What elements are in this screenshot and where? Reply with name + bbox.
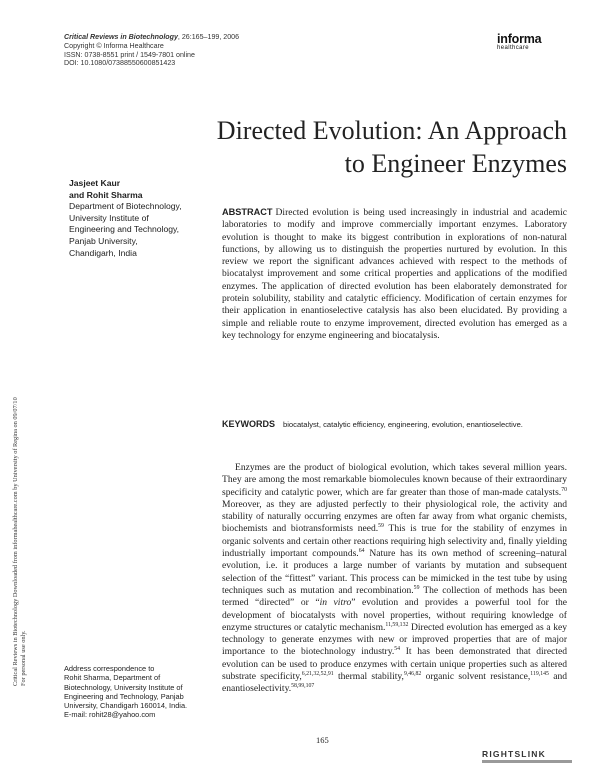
affiliation-line: Chandigarh, India xyxy=(69,247,137,258)
body-text-run: ” evolution and provides a powerful tool for the development of biocatalysts with novel properties, without requiring knowledge of enzyme structures or catalytic mechanism. xyxy=(222,597,567,633)
body-text-run: and enantioselectivity. xyxy=(222,671,567,695)
body-text-run: Moreover, as they are adjusted perfectly to their physiological role, the activity and stability of naturally occurring enzymes are often far away from what organic chemists, biochemists and biotransformists need. xyxy=(222,498,567,535)
title-line-2: to Engineer Enzymes xyxy=(344,149,567,178)
title-line-1: Directed Evolution: An Approach xyxy=(216,116,567,145)
journal-volume: , 26:165–199, 2006 xyxy=(177,33,240,41)
body-text-run: This is true for the stability of enzymes in organic solvents and certain other reactions requiring high selectivity and, finally yielding industrially important compounds. xyxy=(222,523,568,560)
citation-ref: 59 xyxy=(413,584,420,591)
correspondence-line: Rohit Sharma, Department of xyxy=(64,673,161,683)
affiliation-line: Panjab University, xyxy=(69,235,138,246)
body-text-run: It has been demonstrated that directed evolution can be used to produce enzymes with certain unique properties such as altered substrate specificity, xyxy=(222,646,567,683)
abstract-text: Directed evolution is being used increasingly in industrial and academic laboratories to modify and improve commercially important enzymes. Laboratory evolution is thought to make its biggest contribution in explorations of non-natural functions, by allowing us to distinguish the properties nurtured by evolution. In this review we report the significant advances achieved with respect to the methods of biocatalyst improvement and some critical properties and applications of the modified enzymes. The application of directed evolution has been elaborately demonstrated for protein solubility, stability and catalytic efficiency. Modification of certain enzymes for their application in enantioselective catalysis has also been elucidated. By providing a simple and reliable route to enzyme improvement, directed evolution has emerged as a key technology for enzyme engineering and biocatalysis. xyxy=(222,207,567,341)
citation-ref: 59 xyxy=(378,523,384,530)
citation-ref: 70 xyxy=(561,486,567,493)
body-text-run: Directed evolution has emerged as a key technology to generate enzymes with new or improved properties that are of major importance to the biotechnology industry. xyxy=(222,621,567,658)
side-note-line: For personal use only. xyxy=(20,630,28,686)
side-note-line: Critical Reviews in Biotechnology Downloaded from informahealthcare.com by University of Regina on 09/07/10 xyxy=(12,397,19,686)
correspondence-address xyxy=(64,664,219,720)
citation-ref: 119,145 xyxy=(530,670,549,677)
citation-ref: 9,46,82 xyxy=(403,670,422,677)
keywords-text: biocatalyst, catalytic efficiency, engineering, evolution, enantioselective. xyxy=(283,420,523,429)
body-text-run: The collection of methods has been termed “directed” or “ xyxy=(222,584,567,609)
affiliation-line: University Institute of xyxy=(69,212,149,223)
citation-ref: 58,99,107 xyxy=(291,683,315,690)
journal-citation xyxy=(64,33,239,42)
correspondence-line: Biotechnology, University Institute of xyxy=(64,682,183,692)
body-text-run: thermal stability, xyxy=(333,671,404,683)
page-number: 165 xyxy=(316,735,329,745)
copyright-line: Copyright © Informa Healthcare xyxy=(64,41,164,50)
affiliation-line: Engineering and Technology, xyxy=(69,224,180,235)
journal-name: Critical Reviews in Biotechnology xyxy=(64,33,178,41)
keywords-label: KEYWORDS xyxy=(222,419,276,429)
affiliation-line: Department of Biotechnology, xyxy=(69,201,182,212)
abstract xyxy=(222,206,567,342)
correspondence-line: Address correspondence to xyxy=(64,664,155,673)
rightslink-logo[interactable]: RIGHTSLINK xyxy=(482,749,546,759)
publisher-logo: informa xyxy=(497,32,542,46)
citation-ref: 11,59,132 xyxy=(385,621,409,628)
issn-line: ISSN: 0738-8551 print / 1549-7801 online xyxy=(64,50,195,59)
publisher-logo-sub: healthcare xyxy=(497,45,530,51)
body-text-run: Nature has its own method of screening–natural evolution, i.e. it produces a large number of variants by mutation and subsequent selection of the “fittest” variant. This process can be mimicked in the test tube by using techniques such as mutation and recombination. xyxy=(222,548,567,596)
abstract-label: ABSTRACT xyxy=(222,207,273,217)
author-name-1: Jasjeet Kaur xyxy=(69,178,121,188)
citation-ref: 64 xyxy=(358,547,365,554)
body-text-run: organic solvent resistance, xyxy=(421,671,531,683)
download-side-note xyxy=(12,186,29,686)
keywords xyxy=(222,419,582,429)
author-block xyxy=(69,178,219,259)
rightslink-underline xyxy=(482,760,572,763)
citation-ref: 54 xyxy=(394,646,401,653)
journal-header xyxy=(64,33,239,68)
correspondence-line: University, Chandigarh 160014, India. xyxy=(64,701,188,711)
correspondence-line: Engineering and Technology, Panjab xyxy=(64,691,184,701)
article-title xyxy=(147,114,567,180)
body-italic-term: in vitro xyxy=(319,597,352,609)
correspondence-email: E-mail: rohit28@yahoo.com xyxy=(64,710,156,720)
body-paragraph xyxy=(222,462,567,696)
doi-line: DOI: 10.1080/07388550600851423 xyxy=(64,59,176,68)
author-name-2: and Rohit Sharma xyxy=(69,189,143,200)
body-text-run: Enzymes are the product of biological evolution, which takes several million years. They are among the most remarkable biomolecules known because of their extraordinary specificity and catalytic power, which are far greater than those of man-made catalysts. xyxy=(222,462,567,498)
citation-ref: 6,21,32,52,91 xyxy=(301,670,334,677)
